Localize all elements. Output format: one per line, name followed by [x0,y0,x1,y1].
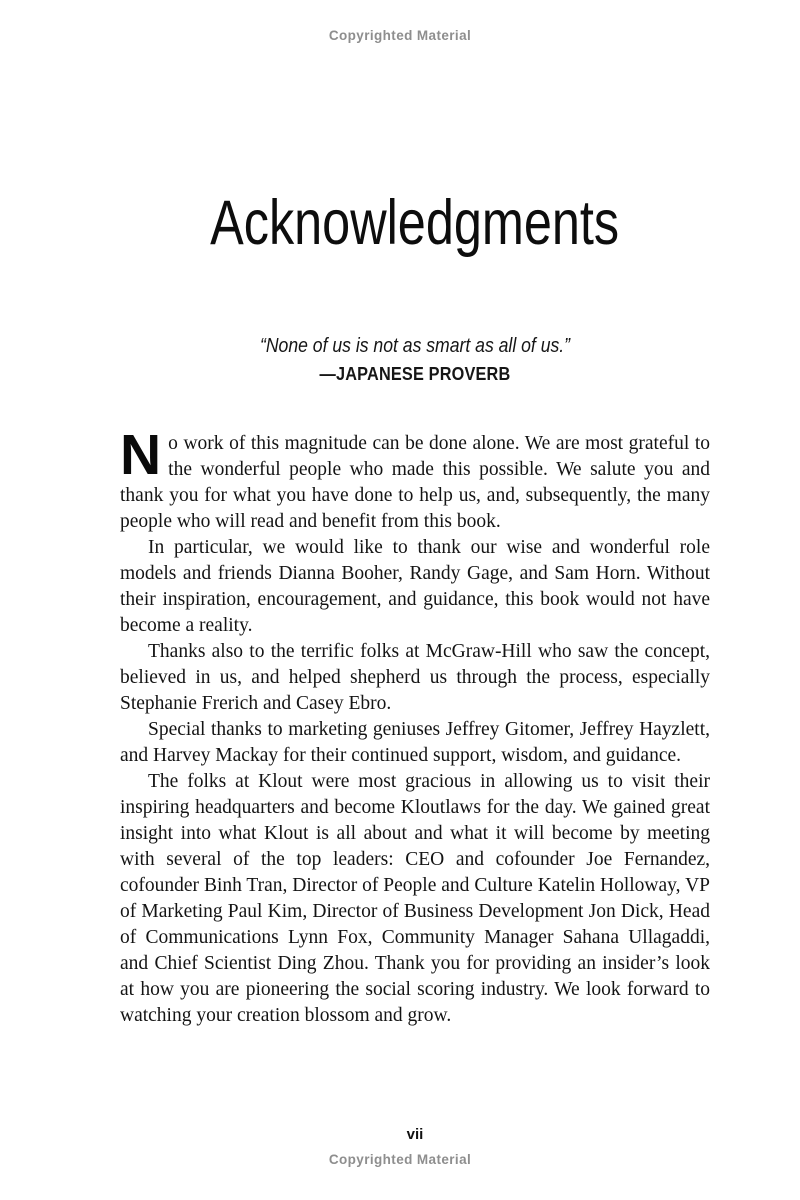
body-text [120,423,710,1029]
drop-cap: N [120,423,162,487]
copyright-notice-bottom: Copyrighted Material [328,1152,472,1167]
epigraph-attribution: —JAPANESE PROVERB [319,363,511,384]
paragraph-5: The folks at Klout were most gracious in allowing us to visit their inspiring headquarters and become Kloutlaws for the day. We gained great insight into what Klout is all about and what it will become by meeting with several of the top leaders: CEO and cofounder Joe Fernandez, cofounder Binh Tran, Director of People and Culture Katelin Holloway, VP of Marketing Paul Kim, Director of Business Development Jon Dick, Head of Communications Lynn Fox, Community Manager Sahana Ullagaddi, and Chief Scientist Ding Zhou. Thank you for providing an insider’s look at how you are pioneering the social scoring industry. We look forward to watching your creation blossom and grow. [120,771,710,1026]
paragraph-2: In particular, we would like to thank our wise and wonderful role models and friends Dianna Booher, Randy Gage, and Sam Horn. Without their inspiration, encouragement, and guidance, this book would not have become a reality. [120,537,710,636]
chapter-title-wrap [120,188,710,258]
paragraph-3: Thanks also to the terrific folks at McGraw-Hill who saw the concept, believed in us, and helped shepherd us through the process, especially Stephanie Frerich and Casey Ebro. [120,641,710,714]
paragraph-1-text: o work of this magnitude can be done alone. We are most grateful to the wonderful people who made this possible. We salute you and thank you for what you have done to help us, and, subsequently, the many people who will read and benefit from this book. [120,433,710,532]
chapter-title: Acknowledgments [210,188,620,258]
page-number: vii [406,1126,424,1143]
paragraph-4: Special thanks to marketing geniuses Jeffrey Gitomer, Jeffrey Hayzlett, and Harvey Mackay for their continued support, wisdom, and guidance. [120,719,710,766]
epigraph-quote: “None of us is not as smart as all of us.” [259,335,571,357]
paragraph-1 [120,423,710,535]
copyright-notice-top: Copyrighted Material [328,28,472,43]
epigraph [120,334,710,385]
